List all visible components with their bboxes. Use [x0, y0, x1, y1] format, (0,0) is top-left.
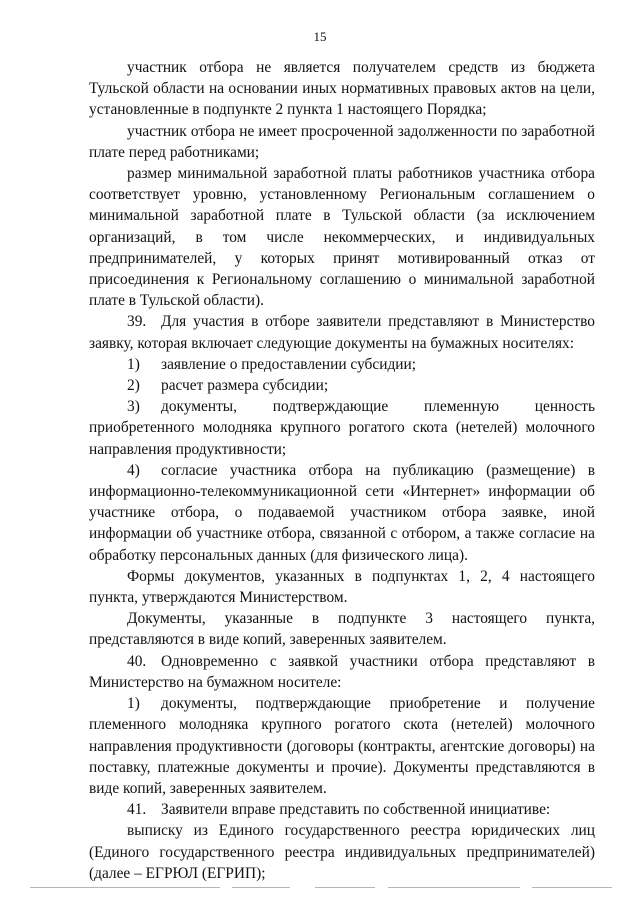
paragraph — [89, 651, 595, 693]
item-number: 39. — [127, 313, 147, 331]
paragraph — [89, 354, 595, 375]
item-number: 41. — [127, 801, 147, 819]
paragraph-text: расчет размера субсидии; — [161, 377, 329, 395]
paragraph-text: Заявители вправе представить по собственной инициативе: — [161, 801, 551, 819]
paragraph-text: документы, подтверждающие племенную ценность приобретенного молодняка крупного рогатого скота (нетелей) молочного направления продуктивности; — [89, 398, 595, 458]
paragraph-text: участник отбора не является получателем средств из бюджета Тульской области на основании иных нормативных правовых актов на цели, установленные в подпункте 2 пункта 1 настоящего Порядка; — [89, 59, 595, 119]
paragraph-text: участник отбора не имеет просроченной задолженности по заработной плате перед работниками; — [89, 122, 595, 161]
paragraph-text: выписку из Единого государственного реестра юридических лиц (Единого государственного реестра индивидуальных предпринимателей) (далее – ЕГРЮЛ (ЕГРИП); — [89, 822, 595, 882]
paragraph-text: Документы, указанные в подпункте 3 настоящего пункта, представляются в виде копий, заверенных заявителем. — [89, 610, 595, 649]
paragraph-text: Одновременно с заявкой участники отбора представляют в Министерство на бумажном носителе: — [89, 652, 595, 691]
paragraph — [89, 163, 595, 311]
paragraph — [89, 799, 595, 820]
paragraph — [89, 311, 595, 353]
paragraph — [89, 121, 595, 163]
paragraph — [89, 566, 595, 608]
document-body — [89, 57, 595, 884]
paragraph-text: согласие участника отбора на публикацию (размещение) в информационно-телекоммуникационной сети «Интернет» информации об участнике отбора, о подаваемой участником отбора заявке, иной информации об участнике отбора, связанной с отбором, а также согласие на обработку персональных данных (для физического лица). — [89, 461, 595, 564]
item-number: 1) — [127, 355, 140, 373]
paragraph — [89, 460, 595, 566]
item-number: 4) — [127, 461, 140, 479]
paragraph — [89, 57, 595, 121]
paragraph — [89, 396, 595, 460]
paragraph-text: размер минимальной заработной платы работников участника отбора соответствует уровню, установленному Региональным соглашением о минимальной заработной плате в Тульской области (за исключением организаций, в том числе некоммерческих, и индивидуальных предпринимателей, у которых принят мотивированный отказ от присоединения к Региональному соглашению о минимальной заработной плате в Тульской области). — [89, 165, 595, 310]
paragraph-text: Для участия в отборе заявители представляют в Министерство заявку, которая включает следующие документы на бумажных носителях: — [89, 313, 595, 352]
paragraph — [89, 375, 595, 396]
paragraph-text: документы, подтверждающие приобретение и получение племенного молодняка крупного рогатого скота (нетелей) молочного направления продуктивности (договоры (контракты, агентские договоры) на поставку, платежные документы и прочие). Документы представляются в виде копий, заверенных заявителем. — [89, 695, 595, 797]
paragraph-text: заявление о предоставлении субсидии; — [161, 355, 417, 373]
scan-edge-artifact — [0, 884, 640, 892]
item-number: 3) — [127, 398, 140, 416]
paragraph-text: Формы документов, указанных в подпунктах 1, 2, 4 настоящего пункта, утверждаются Министерством. — [89, 567, 595, 607]
paragraph — [89, 820, 595, 884]
item-number: 40. — [127, 652, 147, 670]
item-number: 1) — [127, 695, 140, 713]
paragraph — [89, 608, 595, 650]
paragraph — [89, 693, 595, 799]
page-number: 15 — [313, 29, 327, 44]
item-number: 2) — [127, 377, 140, 395]
